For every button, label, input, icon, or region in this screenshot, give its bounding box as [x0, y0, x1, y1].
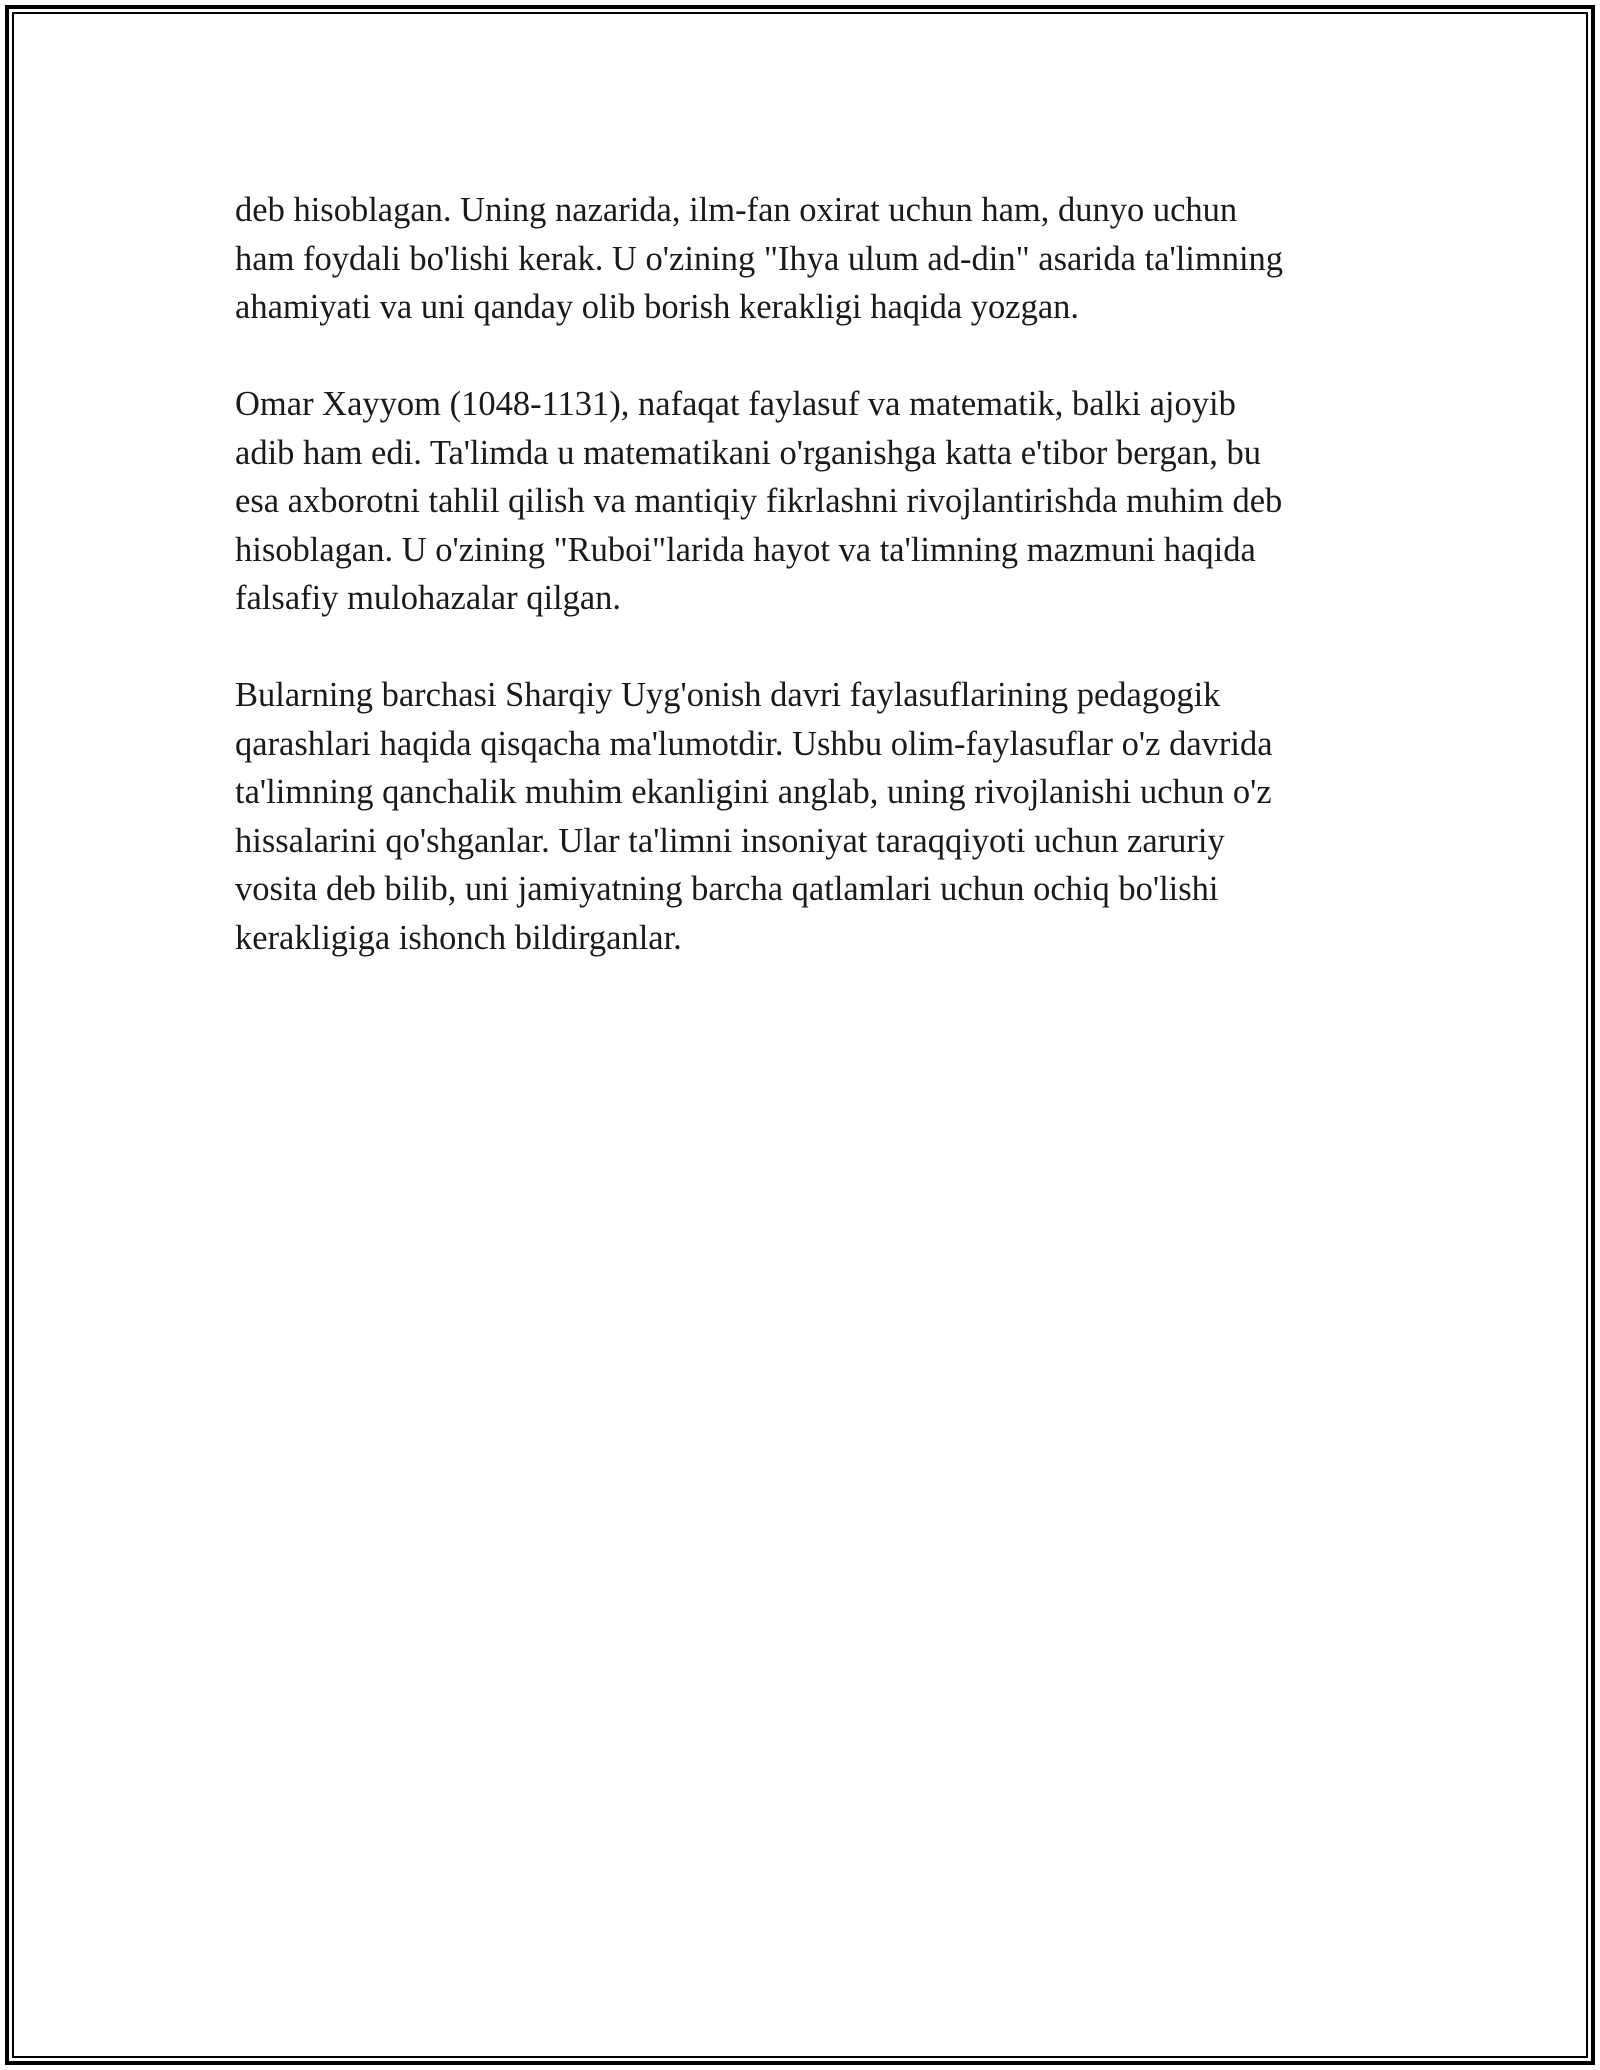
- text-line: kerakligiga ishonch bildirganlar.: [235, 918, 682, 957]
- text-line: vosita deb bilib, uni jamiyatning barcha qatlamlari uchun ochiq bo'lishi: [235, 870, 1219, 908]
- text-line: falsafiy mulohazalar qilgan.: [235, 579, 622, 617]
- paragraph-1: [235, 186, 1365, 332]
- text-line: hissalarini qo'shganlar. Ular ta'limni insoniyat taraqqiyoti uchun zaruriy: [235, 821, 1225, 860]
- text-line: hisoblagan. U o'zining "Ruboi"larida hayot va ta'limning mazmuni haqida: [235, 530, 1256, 569]
- text-line: ta'limning qanchalik muhim ekanligini anglab, uning rivojlanishi uchun o'z: [235, 773, 1272, 811]
- paragraph-2: [235, 380, 1365, 623]
- text-line: qarashlari haqida qisqacha ma'lumotdir. Ushbu olim-faylasuflar o'z davrida: [235, 724, 1273, 763]
- text-line: deb hisoblagan. Uning nazarida, ilm-fan oxirat uchun ham, dunyo uchun: [235, 191, 1238, 229]
- text-line: Bularning barchasi Sharqiy Uyg'onish davri faylasuflarining pedagogik: [235, 676, 1221, 714]
- document-body: [235, 186, 1365, 1011]
- text-line: ham foydali bo'lishi kerak. U o'zining "Ihya ulum ad-din" asarida ta'limning: [235, 239, 1284, 278]
- text-line: Omar Xayyom (1048-1131), nafaqat faylasuf va matematik, balki ajoyib: [235, 385, 1236, 423]
- paragraph-3: [235, 671, 1365, 962]
- text-line: ahamiyati va uni qanday olib borish kerakligi haqida yozgan.: [235, 288, 1080, 326]
- text-line: esa axborotni tahlil qilish va mantiqiy fikrlashni rivojlantirishda muhim deb: [235, 482, 1283, 520]
- text-line: adib ham edi. Ta'limda u matematikani o'rganishga katta e'tibor bergan, bu: [235, 433, 1262, 472]
